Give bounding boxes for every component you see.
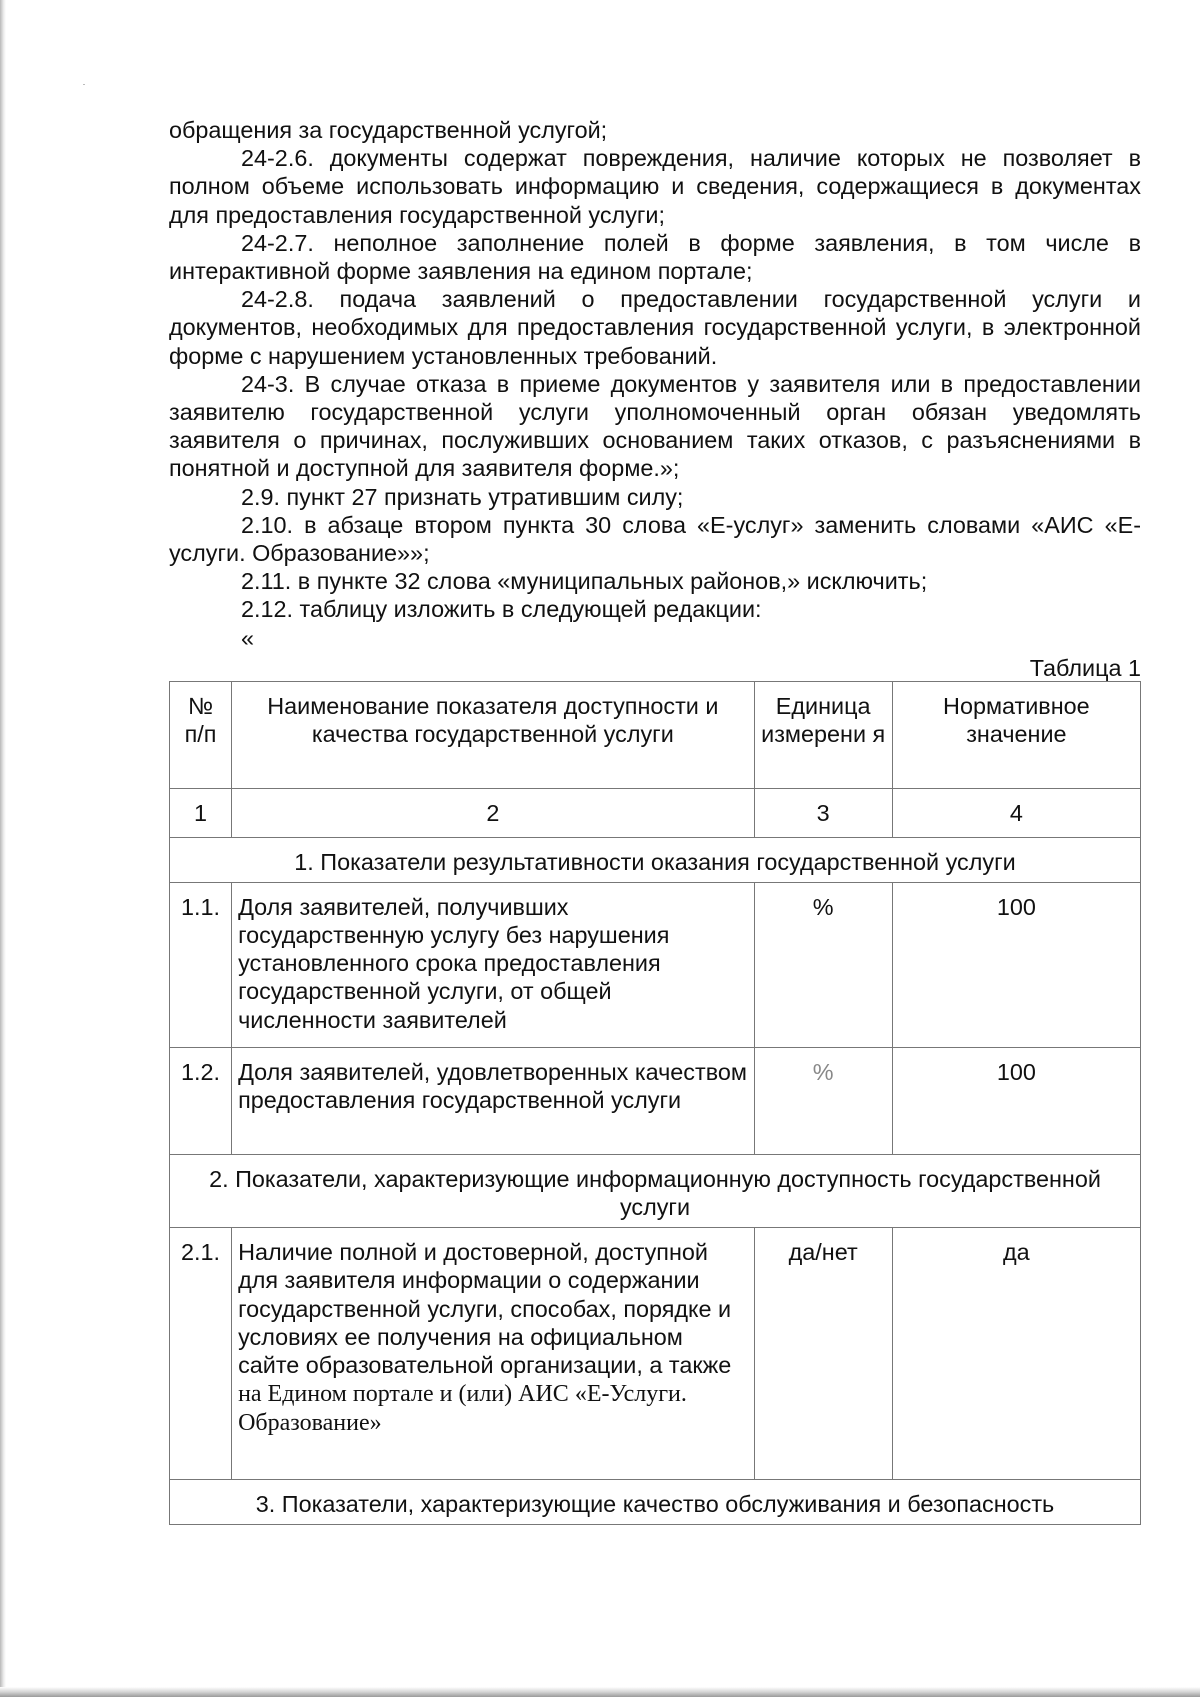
- indicators-table: [169, 681, 1141, 1526]
- paragraph-2-10: 2.10. в абзаце втором пункта 30 слова «Е-услуг» заменить словами «АИС «Е-услуги. Образование»»;: [169, 511, 1141, 567]
- row-normative-value: да: [892, 1228, 1140, 1480]
- page-left-edge: [0, 0, 6, 1697]
- paragraph-2-11: 2.11. в пункте 32 слова «муниципальных районов,» исключить;: [241, 568, 928, 595]
- paragraph-continuation: обращения за государственной услугой;: [169, 117, 608, 143]
- paragraph-24-3: 24-3. В случае отказа в приеме документов у заявителя или в предоставлении заявителю государственной услуги уполномоченный орган обязан уведомлять заявителя о причинах, послуживших основанием таких отказов, с разъяснениями в понятной и доступной для заявителя форме.»;: [169, 370, 1141, 482]
- document-page: [169, 116, 1141, 1525]
- paragraph-2-9: 2.9. пункт 27 признать утратившим силу;: [241, 483, 684, 510]
- header-unit: Единица измерени я: [754, 681, 892, 788]
- table-section-row: [170, 837, 1141, 882]
- paragraph-24-2-6: 24-2.6. документы содержат повреждения, наличие которых не позволяет в полном объеме использовать информацию и сведения, содержащиеся в документах для предоставления государственной услуги;: [169, 145, 1141, 228]
- row-number: 1.2.: [170, 1047, 232, 1154]
- table-row: [170, 1228, 1141, 1480]
- table-section-row: [170, 1480, 1141, 1525]
- row-number: 1.1.: [170, 882, 232, 1047]
- column-number-3: 3: [754, 788, 892, 837]
- table-caption: Таблица 1: [1029, 654, 1141, 681]
- row-normative-value: 100: [892, 1047, 1140, 1154]
- paragraph-24-2-8: 24-2.8. подача заявлений о предоставлении государственной услуги и документов, необходимых для предоставления государственной услуги, в электронной форме с нарушением установленных требований.: [169, 286, 1141, 369]
- header-normative-value: Нормативное значение: [892, 681, 1140, 788]
- column-number-2: 2: [232, 788, 755, 837]
- row-indicator-name-part: Наличие полной и достоверной, доступной для заявителя информации о содержании государственной услуги, способах, порядке и условиях ее получения на официальном сайте образовательной организации, а также: [238, 1239, 732, 1379]
- paragraph-2-12: 2.12. таблицу изложить в следующей редакции:: [241, 596, 762, 623]
- row-number: 2.1.: [170, 1228, 232, 1480]
- header-number: № п/п: [170, 681, 232, 788]
- paragraph-24-2-7: 24-2.7. неполное заполнение полей в форме заявления, в том числе в интерактивной форме заявления на едином портале;: [169, 229, 1141, 285]
- row-unit: %: [754, 1047, 892, 1154]
- row-indicator-name: Доля заявителей, удовлетворенных качеством предоставления государственной услуги: [232, 1047, 755, 1154]
- row-indicator-name-serif-part: на Едином портале и (или) АИС «Е-Услуги. Образование»: [238, 1381, 687, 1437]
- section-heading-3: 3. Показатели, характеризующие качество обслуживания и безопасность: [170, 1480, 1141, 1525]
- header-indicator-name: Наименование показателя доступности и качества государственной услуги: [232, 681, 755, 788]
- row-indicator-name: Доля заявителей, получивших государственную услугу без нарушения установленного срока предоставления государственной услуги, от общей численности заявителей: [232, 882, 755, 1047]
- table-row: [170, 882, 1141, 1047]
- section-heading-2: 2. Показатели, характеризующие информационную доступность государственной услуги: [170, 1154, 1141, 1227]
- column-number-4: 4: [892, 788, 1140, 837]
- row-unit: %: [754, 882, 892, 1047]
- table-column-numbers-row: [170, 788, 1141, 837]
- table-header-row: [170, 681, 1141, 788]
- opening-quote-mark: «: [241, 624, 255, 651]
- section-heading-1: 1. Показатели результативности оказания государственной услуги: [170, 837, 1141, 882]
- row-normative-value: 100: [892, 882, 1140, 1047]
- row-unit: да/нет: [754, 1228, 892, 1480]
- scan-speck: [83, 84, 85, 85]
- table-section-row: [170, 1154, 1141, 1227]
- table-row: [170, 1047, 1141, 1154]
- column-number-1: 1: [170, 788, 232, 837]
- row-indicator-name: [232, 1228, 755, 1480]
- page-bottom-edge: [0, 1687, 1200, 1697]
